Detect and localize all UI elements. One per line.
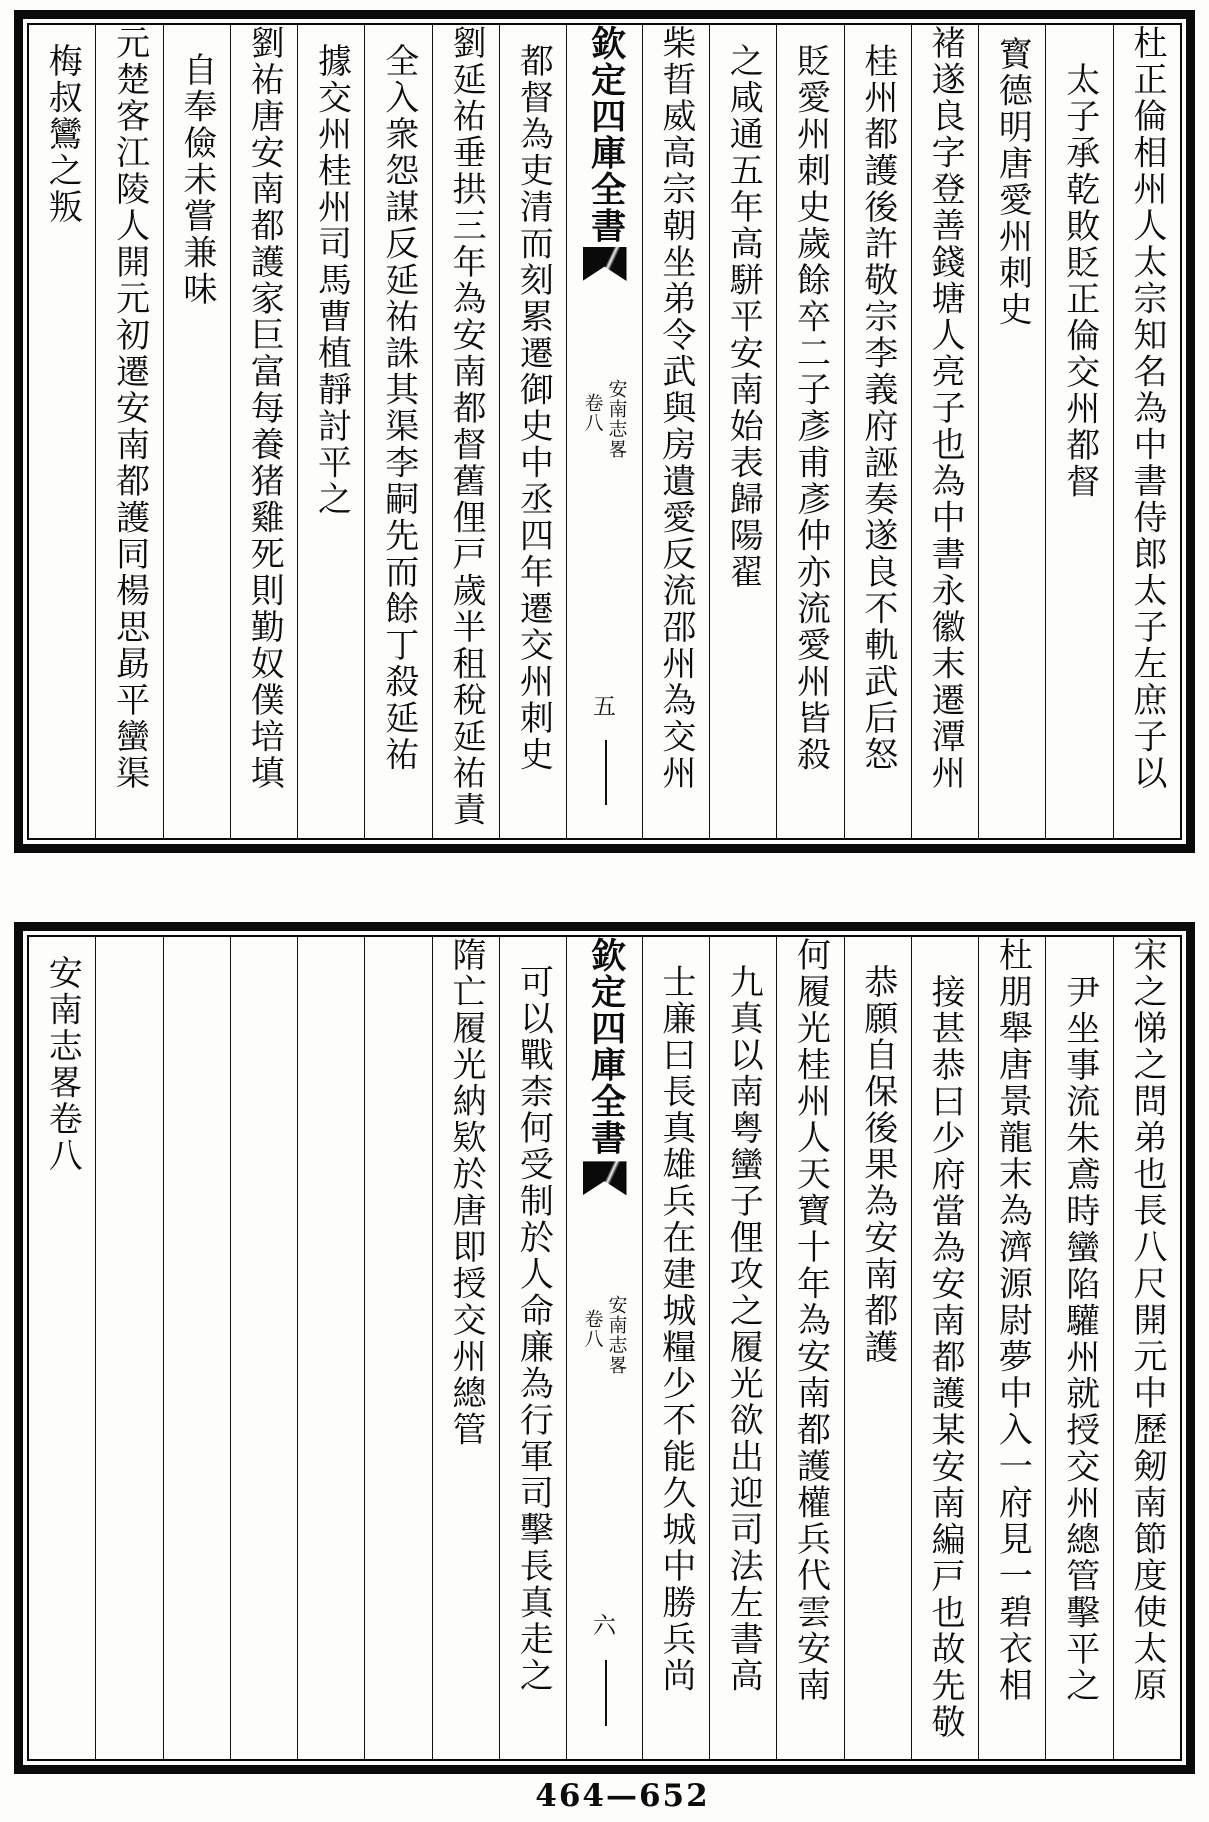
column-text: 褚遂良字登善錢塘人亮子也為中書永徽末遷潭州 bbox=[925, 25, 966, 792]
text-column bbox=[96, 25, 163, 838]
text-column bbox=[912, 25, 979, 838]
column-text: 據交州桂州司馬曹植靜討平之 bbox=[311, 43, 352, 518]
banxin-column bbox=[567, 937, 642, 1759]
banxin-folio-number: 五 bbox=[593, 693, 616, 720]
banxin-center-rule bbox=[605, 1660, 607, 1726]
text-column bbox=[845, 25, 912, 838]
text-column bbox=[500, 25, 567, 838]
column-text: 杜正倫相州人太宗知名為中書侍郎太子左庶子以 bbox=[1127, 25, 1167, 792]
top-page-frame bbox=[14, 10, 1195, 853]
column-text: 杜朋舉唐景龍末為濟源尉夢中入一府見一碧衣相 bbox=[992, 937, 1033, 1704]
column-text: 隋亡履光納欵於唐即授交州總管 bbox=[446, 937, 487, 1448]
banxin-small-caption bbox=[582, 379, 628, 459]
text-column bbox=[500, 937, 567, 1759]
column-text: 寳德明唐愛州刺史 bbox=[992, 36, 1033, 328]
text-column bbox=[777, 25, 844, 838]
banxin-small-caption bbox=[582, 1295, 628, 1375]
column-text: 九真以南粤蠻子俚攻之履光欲出迎司法左書高 bbox=[723, 964, 764, 1694]
bottom-page-columns bbox=[27, 935, 1182, 1761]
empty-column bbox=[298, 937, 365, 1759]
text-column bbox=[433, 25, 500, 838]
empty-column bbox=[365, 937, 432, 1759]
text-column bbox=[710, 937, 777, 1759]
banxin-series-title: 欽定四庫全書 bbox=[585, 25, 627, 244]
column-text: 尹坐事流朱鳶時蠻陷驩州就授交州總管擊平之 bbox=[1059, 974, 1100, 1704]
text-column bbox=[29, 25, 96, 838]
text-column bbox=[1114, 25, 1180, 838]
empty-column bbox=[164, 937, 231, 1759]
empty-column bbox=[96, 937, 163, 1759]
column-text: 自奉儉未嘗兼味 bbox=[176, 52, 217, 308]
banxin-chapter: 卷八 bbox=[581, 392, 604, 433]
text-column bbox=[365, 25, 432, 838]
column-text: 柴晢威高宗朝坐弟令武與房遺愛反流邵州為交州 bbox=[655, 25, 696, 792]
text-column bbox=[1046, 937, 1113, 1759]
banxin-book-title: 安南志畧 bbox=[605, 1294, 628, 1375]
top-page-columns bbox=[27, 23, 1182, 840]
banxin-series-title: 欽定四庫全書 bbox=[585, 937, 627, 1156]
column-text: 之咸通五年高駢平安南始表歸陽翟 bbox=[723, 43, 764, 591]
banxin-chapter: 卷八 bbox=[581, 1308, 604, 1349]
column-text: 元楚客江陵人開元初遷安南都護同楊思勗平蠻渠 bbox=[109, 25, 150, 792]
text-column bbox=[29, 937, 96, 1759]
column-text: 劉祐唐安南都護家巨富每養猪雞死則勤奴僕培填 bbox=[244, 25, 285, 792]
column-text: 可以戰柰何受制於人命廉為行軍司擊長真走之 bbox=[513, 964, 554, 1694]
text-column bbox=[979, 937, 1046, 1759]
text-column bbox=[231, 25, 298, 838]
text-column bbox=[643, 937, 710, 1759]
column-text bbox=[298, 937, 364, 1759]
column-text: 梅叔鸞之叛 bbox=[42, 43, 83, 226]
empty-column bbox=[231, 937, 298, 1759]
column-text: 全入衆怨謀反延祐誅其渠李嗣先而餘丁殺延祐 bbox=[378, 43, 419, 773]
column-text bbox=[164, 937, 230, 1759]
text-column bbox=[845, 937, 912, 1759]
column-text: 宋之悌之問弟也長八尺開元中歷剱南節度使太原 bbox=[1127, 937, 1167, 1704]
fishtail-mark bbox=[583, 1161, 627, 1195]
plate-number: 464—652 bbox=[535, 1778, 710, 1814]
text-column bbox=[298, 25, 365, 838]
banxin-book-title: 安南志畧 bbox=[605, 378, 628, 459]
column-text: 貶愛州刺史歲餘卒二子彥甫彥仲亦流愛州皆殺 bbox=[790, 43, 831, 773]
column-text: 都督為吏清而刻累遷御史中丞四年遷交州刺史 bbox=[513, 43, 554, 773]
column-text: 何履光桂州人天寶十年為安南都護權兵代雲安南 bbox=[790, 937, 831, 1704]
column-text: 桂州都護後許敬宗李義府誣奏遂良不軌武后怒 bbox=[857, 43, 898, 773]
column-text bbox=[96, 937, 162, 1759]
text-column bbox=[1046, 25, 1113, 838]
text-column bbox=[979, 25, 1046, 838]
column-text bbox=[365, 937, 431, 1759]
banxin-column bbox=[567, 25, 642, 838]
text-column bbox=[912, 937, 979, 1759]
banxin-center-rule bbox=[605, 740, 607, 805]
text-column bbox=[1114, 937, 1180, 1759]
column-text bbox=[231, 937, 297, 1759]
bottom-page-frame bbox=[14, 922, 1195, 1774]
column-text: 恭願自保後果為安南都護 bbox=[857, 964, 898, 1366]
column-text: 安南志畧卷八 bbox=[42, 955, 83, 1174]
column-text: 太子承乾敗貶正倫交州都督 bbox=[1059, 62, 1100, 500]
banxin-folio-number: 六 bbox=[593, 1612, 616, 1639]
text-column bbox=[710, 25, 777, 838]
column-text: 士廉曰長真雄兵在建城糧少不能久城中勝兵尚 bbox=[655, 964, 696, 1694]
text-column bbox=[433, 937, 500, 1759]
fishtail-mark bbox=[583, 247, 627, 281]
column-text: 接甚恭曰少府當為安南都護某安南編戸也故先敬 bbox=[925, 974, 966, 1741]
column-text: 劉延祐垂拱三年為安南都督舊俚戸歲半租稅延祐責 bbox=[446, 25, 487, 828]
text-column bbox=[643, 25, 710, 838]
text-column bbox=[164, 25, 231, 838]
text-column bbox=[777, 937, 844, 1759]
